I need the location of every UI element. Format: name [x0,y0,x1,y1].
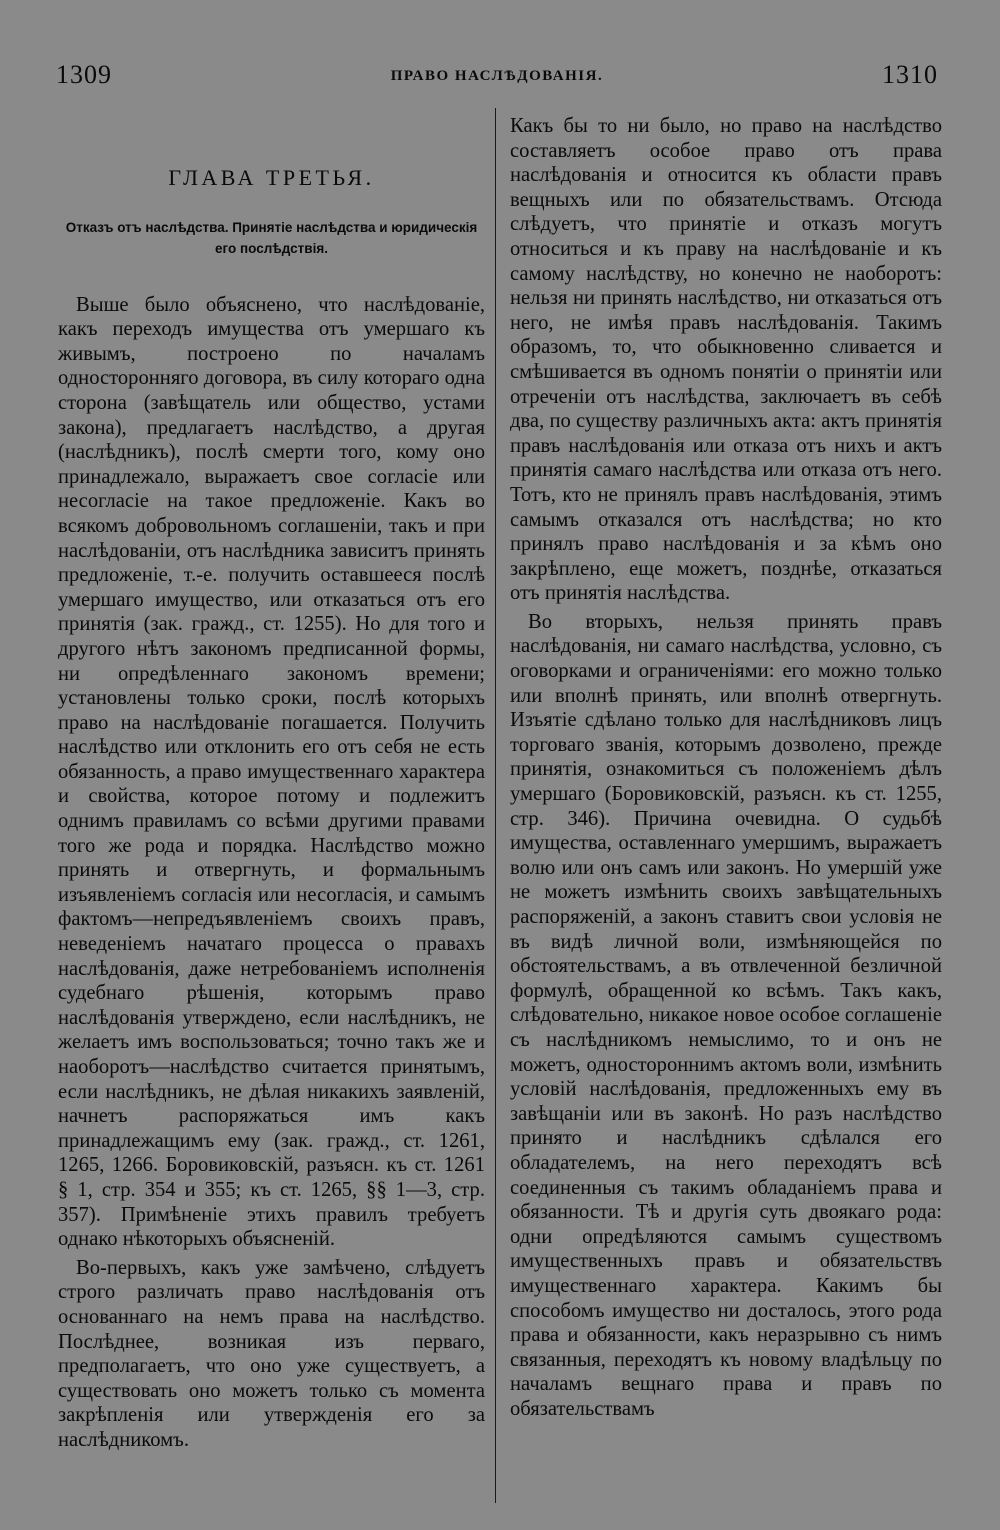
paragraph: Во-первыхъ, какъ уже замѣчено, слѣдуетъ строго различать право наслѣдованія отъ основаннаго на немъ права на наслѣдство. Послѣднее, возникая изъ перваго, предполагаетъ, что оно уже существуетъ, а существовать оно можетъ только съ момента закрѣпленія или утвержденія его за наслѣдникомъ. [58,1256,485,1451]
paragraph: Какъ бы то ни было, но право на наслѣдство составляетъ особое право отъ права наслѣдованія и относится къ области правъ вещныхъ или по обязательствамъ. Отсюда слѣдуетъ, что принятіе и отказъ могутъ относиться и къ праву на наслѣдованіе и къ самому наслѣдству, но конечно не наоборотъ: нельзя ни принять наслѣдство, ни отказаться отъ него, не имѣя правъ наслѣдованія. Такимъ образомъ, то, что обыкновенно сливается и смѣшивается въ одномъ понятіи о принятіи или отреченіи отъ наслѣдства, заключаетъ въ себѣ два, по существу различныхъ акта: актъ принятія правъ наслѣдованія или отказа отъ нихъ и актъ принятія самаго наслѣдства или отказа отъ него. Тотъ, кто не принялъ правъ наслѣдованія, этимъ самымъ отказался отъ наслѣдства; но кто принялъ право наслѣдованія и за кѣмъ оно закрѣплено, еще можетъ, позднѣе, отказаться отъ принятія наслѣдства. [510,115,942,605]
page-number-left: 1309 [56,60,112,89]
page-number-right: 1310 [882,60,938,89]
left-column [58,110,485,1453]
paragraph: Выше было объяснено, что наслѣдованіе, какъ переходъ имущества отъ умершаго къ живымъ, построено по началамъ односторонняго договора, въ силу котораго одна сторона (завѣщатель или общество, устами закона), предлагаетъ наслѣдство, а другая (наслѣдникъ), послѣ смерти того, кому оно принадлежало, выражаетъ свое согласіе или несогласіе на такое предложеніе. Какъ во всякомъ добровольномъ соглашеніи, такъ и при наслѣдованіи, отъ наслѣдника зависитъ принять предложеніе, т.-е. получить оставшееся послѣ умершаго имущество, или отказаться отъ его принятія (зак. гражд., ст. 1255). Но для того и другого нѣтъ закономъ предписанной формы, ни опредѣленнаго закономъ времени; установлены только сроки, послѣ которыхъ право на наслѣдованіе погашается. Получить наслѣдство или отклонить его отъ себя не есть обязанность, а право имущественнаго характера и свойства, которое потому и подлежитъ однимъ правиламъ со всѣми другими правами того же рода и порядка. Наслѣдство можно принять и отвергнуть, и формальнымъ изъявленіемъ согласія или несогласія, и самымъ фактомъ—непредъявленіемъ своихъ правъ, неведеніемъ начатаго процесса о правахъ наслѣдованія, даже нетребованіемъ исполненія судебнаго рѣшенія, которымъ право наслѣдованія утверждено, если наслѣдникъ, не желаетъ имъ воспользоваться; точно такъ же и наоборотъ—наслѣдство считается принятымъ, если наслѣдникъ, не дѣлая никакихъ заявленій, начнетъ распоряжаться имъ какъ принадлежащимъ ему (зак. гражд., ст. 1261, 1265, 1266. Боровиковскій, разъясн. къ ст. 1261 § 1, стр. 354 и 355; къ ст. 1265, §§ 1—3, стр. 357). Примѣненіе этихъ правилъ требуетъ однако нѣкоторыхъ объясненій. [58,293,485,1251]
chapter-subtitle: Отказъ отъ наслѣдства. Принятіе наслѣдства и юридическія его послѣдствія. [65,219,478,256]
page-header [56,60,938,100]
paragraph: Во вторыхъ, нельзя принять правъ наслѣдованія, ни самаго наслѣдства, условно, съ оговорками и ограниченіями: его можно только или вполнѣ принять, или вполнѣ отвергнуть. Изъятіе сдѣлано только для наслѣдниковъ лицъ торговаго званія, которымъ дозволено, прежде принятія, ознакомиться съ положеніемъ дѣлъ умершаго (Боровиковскій, разъясн. къ ст. 1255, стр. 346). Причина очевидна. О судьбѣ имущества, оставленнаго умершимъ, выражаетъ волю или онъ самъ или законъ. Но умершій уже не можетъ измѣнить своихъ завѣщательныхъ распоряженій, а законъ ставитъ свои условія не въ видѣ личной воли, измѣняющейся по обстоятельствамъ, а въ отвлеченной безличной формулѣ, обращенной ко всѣмъ. Такъ какъ, слѣдовательно, никакое новое особое соглашеніе съ наслѣдникомъ немыслимо, то и онъ не можетъ, одностороннимъ актомъ воли, измѣнить условій наслѣдованія, предложенныхъ ему въ завѣщаніи или въ законѣ. Но разъ наслѣдство принято и наслѣдникъ сдѣлался его обладателемъ, на него переходятъ всѣ соединенныя съ такимъ обладаніемъ права и обязанности. Тѣ и другія суть двоякаго рода: одни опредѣляются самымъ существомъ имущественныхъ правъ и обязательствъ имущественнаго характера. Какимъ бы способомъ имущество ни досталось, этого рода права и обязанности, какъ неразрывно съ нимъ связанныя, переходятъ къ новому владѣльцу по началамъ вещнаго права и правъ по обязательствамъ [510,610,942,1420]
column-divider [495,108,496,1503]
right-column [510,114,942,1421]
chapter-title: ГЛАВА ТРЕТЬЯ. [168,165,375,190]
running-title: ПРАВО НАСЛѢДОВАНІЯ. [390,68,604,84]
